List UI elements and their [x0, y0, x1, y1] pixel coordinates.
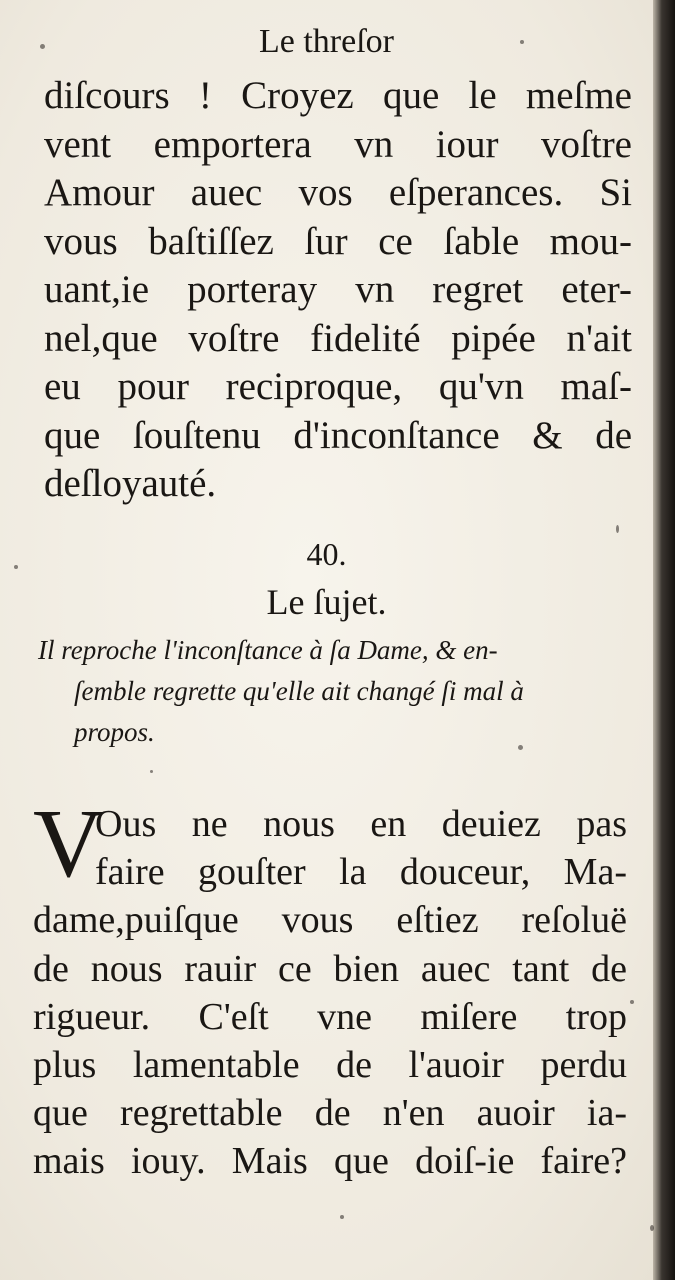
summary-line: ſemble regrette qu'elle ait changé ſi mal à — [74, 676, 524, 706]
book-spine-edge — [653, 0, 675, 1280]
ink-speck — [150, 770, 153, 773]
ink-speck — [40, 44, 45, 49]
ink-speck — [14, 565, 18, 569]
section-body — [33, 800, 627, 1186]
ink-speck — [650, 1225, 654, 1231]
text-line: plus lamentable de l'auoir perdu — [33, 1043, 627, 1086]
drop-cap: V — [33, 790, 104, 898]
text-line: Ous ne nous en deuiez pas — [95, 803, 627, 845]
running-head: Le threſor — [259, 23, 394, 60]
text-line: faire gouſter la douceur, Ma- — [95, 851, 627, 894]
text-line: que ſouſtenu d'inconſtance & de — [44, 413, 632, 457]
text-line: deſloyauté. — [44, 462, 217, 505]
continued-passage — [44, 72, 632, 509]
summary-line: propos. — [74, 717, 155, 747]
ink-speck — [520, 40, 524, 44]
text-line: dame,puiſque vous eſtiez reſoluë — [33, 899, 627, 942]
ink-speck — [616, 525, 619, 533]
summary-line: Il reproche l'inconſtance à ſa Dame, & en- — [38, 635, 498, 665]
text-line: de nous rauir ce bien auec tant de — [33, 947, 627, 990]
section-number: 40. — [306, 536, 347, 572]
ink-speck — [518, 745, 523, 750]
text-line: mais iouy. Mais que doiſ-ie faire? — [33, 1140, 627, 1183]
text-line: vous baſtiſſez ſur ce ſable mou- — [44, 219, 632, 263]
ink-speck — [340, 1215, 344, 1219]
section-title: Le ſujet. — [266, 582, 387, 622]
text-line: diſcours ! Croyez que le meſme — [44, 74, 632, 117]
text-line: nel,que voſtre fidelité pipée n'ait — [44, 316, 632, 360]
ink-speck — [630, 1000, 634, 1004]
text-line: uant,ie porteray vn regret eter- — [44, 268, 632, 311]
text-line: que regrettable de n'en auoir ia- — [33, 1092, 627, 1135]
text-line: rigueur. C'eſt vne miſere trop — [33, 995, 627, 1038]
text-line: eu pour reciproque, qu'vn maſ- — [44, 365, 632, 408]
text-line: Amour auec vos eſperances. Si — [44, 171, 632, 214]
text-line: vent emportera vn iour voſtre — [44, 122, 632, 166]
section-summary — [38, 630, 628, 753]
